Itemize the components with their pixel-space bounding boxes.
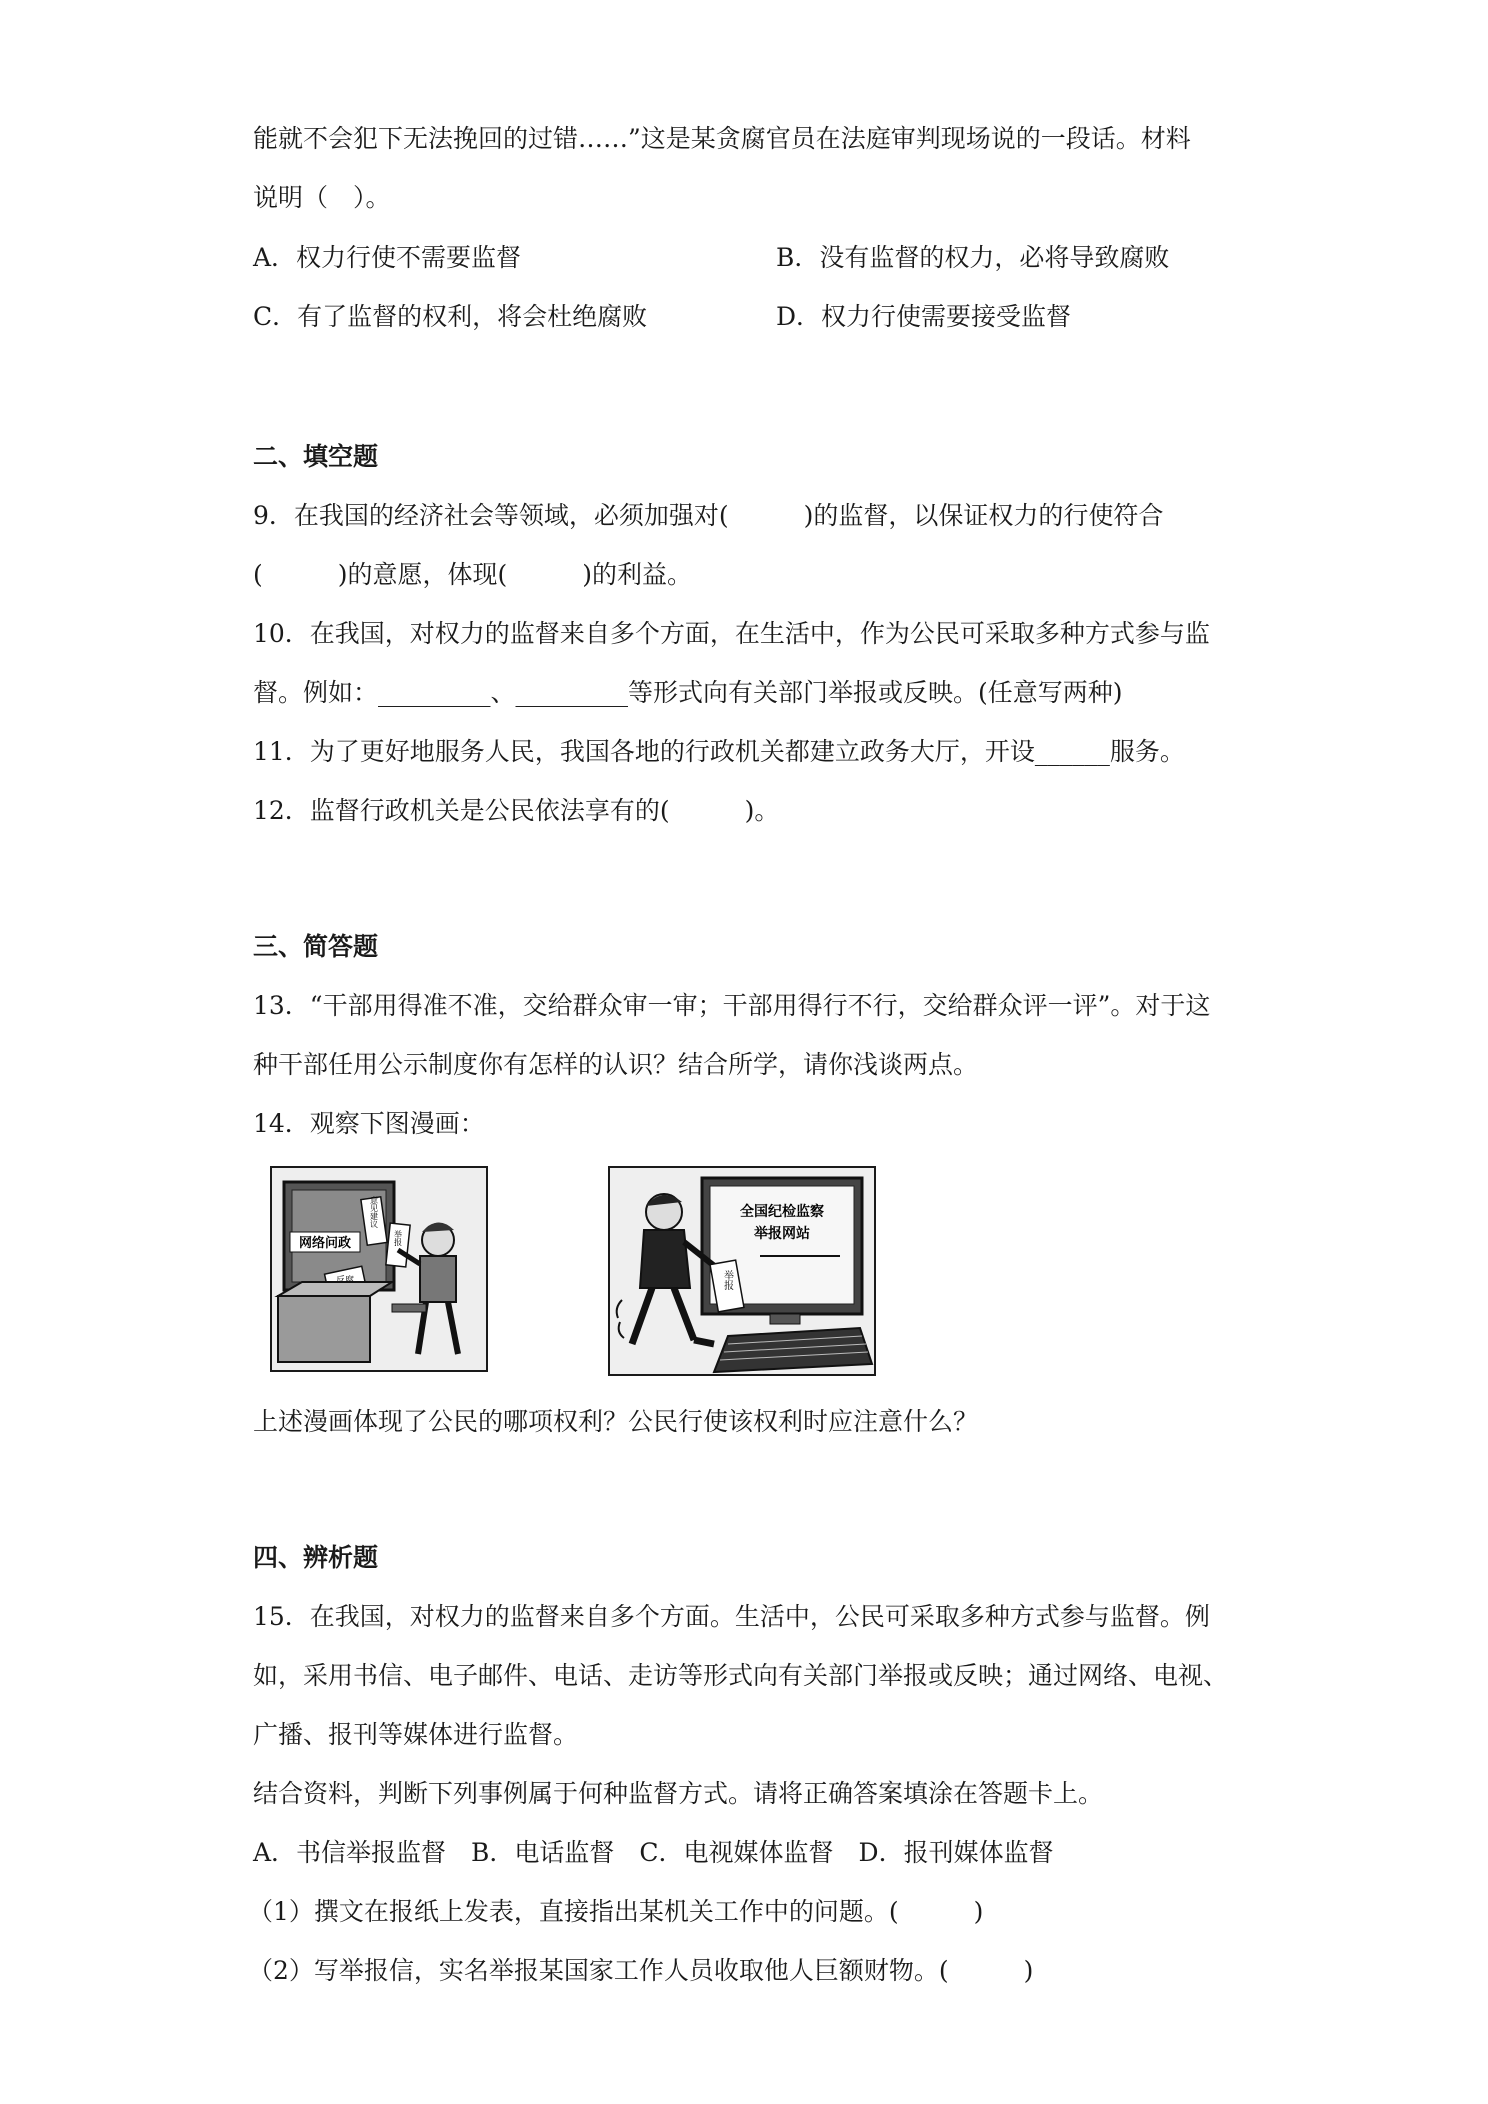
q15-instruction: 结合资料，判断下列事例属于何种监督方式。请将正确答案填涂在答题卡上。 <box>253 1779 1104 1808</box>
section4-heading: 四、辨析题 <box>253 1543 379 1572</box>
q8-option-a: A．权力行使不需要监督 <box>253 243 522 272</box>
q14-stem: 14．观察下图漫画： <box>253 1109 485 1138</box>
cartoon2-screen-line2: 举报网站 <box>754 1226 810 1242</box>
q9-line1: 9．在我国的经济社会等领域，必须加强对( )的监督，以保证权力的行使符合 <box>253 501 1164 530</box>
cartoon-discipline-inspection-website <box>608 1166 876 1376</box>
q8-option-c: C．有了监督的权利，将会杜绝腐败 <box>253 302 648 331</box>
cartoon-online-governance-drawing <box>272 1168 486 1370</box>
cartoon1-screen-text: 网络问政 <box>298 1236 352 1251</box>
section2-heading: 二、填空题 <box>253 442 379 471</box>
q15-item2: （2）写举报信，实名举报某国家工作人员收取他人巨额财物。( ) <box>248 1956 1034 1985</box>
section3-heading: 三、简答题 <box>253 932 379 961</box>
q8-option-d: D．权力行使需要接受监督 <box>776 302 1072 331</box>
q10-line1: 10．在我国，对权力的监督来自多个方面，在生活中，作为公民可采取多种方式参与监 <box>253 619 1210 648</box>
q8-option-b: B．没有监督的权力，必将导致腐败 <box>776 243 1170 272</box>
cartoon2-screen-line1: 全国纪检监察 <box>740 1204 824 1220</box>
q15-line2: 如，采用书信、电子邮件、电话、走访等形式向有关部门举报或反映；通过网络、电视、 <box>253 1661 1229 1690</box>
q10-line2: 督。例如：_________、_________等形式向有关部门举报或反映。(任意写两种) <box>253 678 1123 707</box>
cartoon1-paper-2: 举报 <box>393 1230 403 1246</box>
q11: 11．为了更好地服务人民，我国各地的行政机关都建立政务大厅，开设______服务。 <box>253 737 1185 766</box>
q13-line2: 种干部任用公示制度你有怎样的认识？结合所学，请你浅谈两点。 <box>253 1050 979 1079</box>
q8-stem-line2: 说明（ ）。 <box>253 183 391 212</box>
q13-line1: 13．“干部用得准不准，交给群众审一审；干部用得行不行，交给群众评一评”。对于这 <box>253 991 1211 1020</box>
cartoon1-paper-1: 意见建议 <box>369 1196 379 1228</box>
q12: 12．监督行政机关是公民依法享有的( )。 <box>253 796 780 825</box>
q15-item1: （1）撰文在报纸上发表，直接指出某机关工作中的问题。( ) <box>248 1897 984 1926</box>
cartoon-online-governance <box>270 1166 488 1372</box>
q15-options: A．书信举报监督 B．电话监督 C．电视媒体监督 D．报刊媒体监督 <box>253 1838 1054 1867</box>
q14-question: 上述漫画体现了公民的哪项权利？公民行使该权利时应注意什么？ <box>253 1407 979 1436</box>
q8-stem-line1: 能就不会犯下无法挽回的过错……”这是某贪腐官员在法庭审判现场说的一段话。材料 <box>253 124 1191 153</box>
cartoon2-paper-text: 举报 <box>721 1270 733 1290</box>
q15-line1: 15．在我国，对权力的监督来自多个方面。生活中，公民可采取多种方式参与监督。例 <box>253 1602 1210 1631</box>
cartoon-discipline-inspection-drawing <box>610 1168 874 1374</box>
q15-line3: 广播、报刊等媒体进行监督。 <box>253 1720 579 1749</box>
q9-line2: ( )的意愿，体现( )的利益。 <box>253 560 693 589</box>
